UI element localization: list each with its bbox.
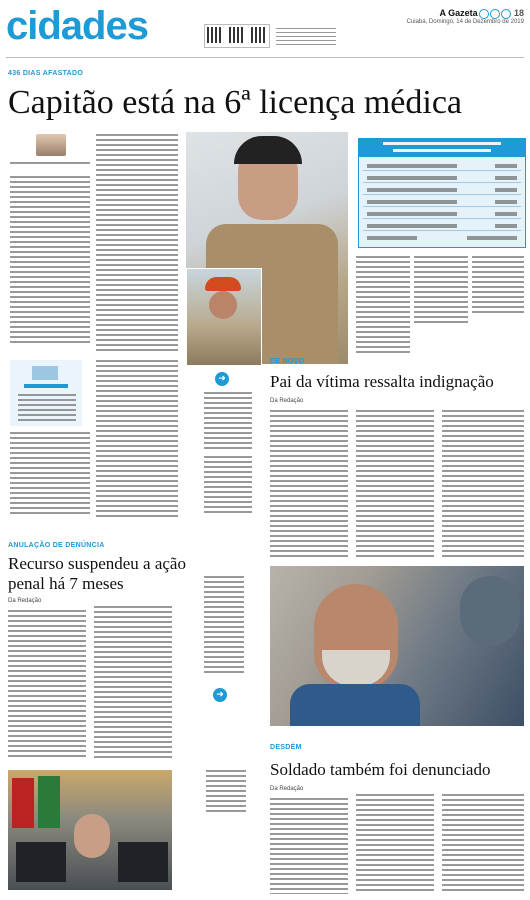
judge-face [74, 814, 110, 858]
author-name-bar [24, 384, 68, 388]
story1-text-col5 [472, 256, 524, 316]
story1-text-col2b [96, 360, 178, 520]
story2-text-col3 [442, 410, 524, 560]
inset-face [209, 291, 237, 319]
qr-code-icon [204, 24, 270, 48]
page-number: 18 [513, 8, 524, 18]
arrow-icon: ➜ [213, 688, 227, 702]
captain-hair [234, 136, 302, 164]
story1-text-col4 [414, 256, 468, 326]
story2-byline: Da Redação [270, 398, 304, 404]
story4-text-col1 [270, 798, 348, 894]
flag-red [12, 778, 34, 828]
story1-text-col1b [10, 432, 90, 516]
table-total-row [363, 235, 521, 242]
table-row [363, 211, 521, 219]
helmet-icon [205, 277, 241, 291]
background-person [460, 576, 520, 646]
story3-text-col2 [94, 606, 172, 760]
header-divider [6, 57, 524, 58]
leave-table [358, 138, 526, 248]
photo-caption [204, 392, 252, 452]
story3-byline: Da Redação [8, 598, 42, 604]
section-title: cidades [6, 4, 148, 48]
story1-text-col2 [96, 134, 178, 354]
publication-logo: A Gazeta [439, 8, 510, 18]
sidebar-text-3 [206, 770, 246, 814]
story4-text-col3 [442, 794, 524, 894]
father-shirt [290, 684, 420, 726]
qr-caption [276, 28, 336, 46]
story2-kicker: DE NOVO [270, 358, 305, 365]
story2-headline: Pai da vítima ressalta indignação [270, 372, 494, 391]
story1-text-col3 [356, 256, 410, 356]
courtroom-photo [8, 770, 172, 890]
date-line: Cuiabá, Domingo, 14 de Dezembro de 2019 [406, 18, 524, 25]
story3-text-col1 [8, 610, 86, 760]
columnist-photo [36, 134, 66, 156]
story4-kicker: DESDÉM [270, 744, 302, 751]
story2-text-col1 [270, 410, 348, 560]
table-row [363, 163, 521, 171]
table-row [363, 199, 521, 207]
sidebar-text-2 [204, 576, 244, 676]
story1-headline: Capitão está na 6ª licença médica [8, 84, 463, 121]
table-header [359, 139, 525, 157]
story2-text-col2 [356, 410, 434, 560]
author-box [10, 360, 82, 426]
story3-headline: Recurso suspendeu a ação penal há 7 meses [8, 554, 186, 593]
story4-text-col2 [356, 794, 434, 894]
story1-text-col1 [10, 176, 90, 346]
father-photo [270, 566, 524, 726]
story1-kicker: 436 DIAS AFASTADO [8, 70, 84, 77]
monitor-right [118, 842, 168, 882]
story4-byline: Da Redação [270, 786, 304, 792]
table-row [363, 223, 521, 231]
table-row [363, 187, 521, 195]
monitor-left [16, 842, 66, 882]
masthead [407, 8, 524, 25]
arrow-icon: ➜ [215, 372, 229, 386]
sidebar-text [204, 456, 252, 516]
author-bio [18, 394, 76, 422]
flag-green [38, 776, 60, 828]
inset-photo [186, 268, 262, 366]
story4-headline: Soldado também foi denunciado [270, 760, 491, 779]
author-photo [32, 366, 58, 380]
story3-kicker: ANULAÇÃO DE DENÚNCIA [8, 542, 105, 549]
table-row [363, 175, 521, 183]
columnist-name [10, 162, 90, 167]
